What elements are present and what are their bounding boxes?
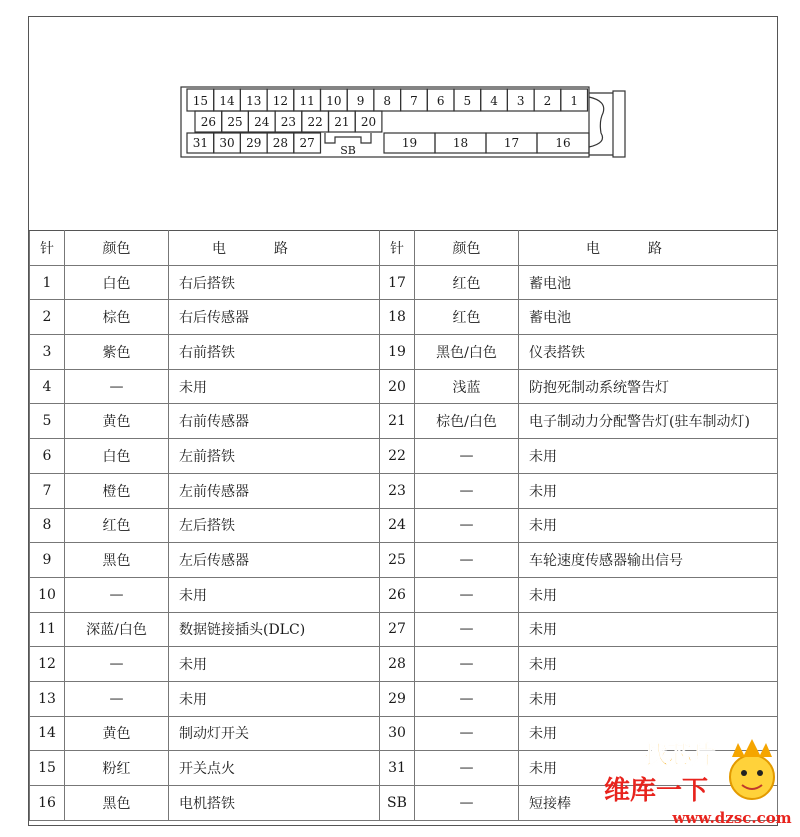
pin-cell-left: 2 [30, 300, 65, 335]
pin-number-label: 9 [356, 94, 365, 108]
header-pin-left: 针 [30, 231, 65, 266]
pin-cell-left: 14 [30, 716, 65, 751]
circuit-cell-left: 电机搭铁 [169, 786, 380, 821]
table-row [30, 439, 778, 474]
pin-number-label: 22 [307, 115, 323, 129]
pin-number-label: 30 [219, 136, 235, 150]
circuit-cell-left: 右后搭铁 [169, 265, 380, 300]
pin-number-label: 27 [299, 136, 315, 150]
circuit-cell-right: 未用 [519, 439, 778, 474]
pin-cell-right: 25 [380, 543, 415, 578]
circuit-cell-left: 左后搭铁 [169, 508, 380, 543]
connector-tab [613, 91, 625, 157]
circuit-cell-left: 未用 [169, 647, 380, 682]
color-cell-right: 棕色/白色 [415, 404, 519, 439]
circuit-cell-left: 左前搭铁 [169, 439, 380, 474]
pin-cell-right: 30 [380, 716, 415, 751]
pin-number-label: 18 [452, 136, 469, 150]
circuit-cell-left: 数据链接插头(DLC) [169, 612, 380, 647]
pin-cell-right: 26 [380, 577, 415, 612]
pin-cell-left: 10 [30, 577, 65, 612]
shorting-bar-key-icon [325, 133, 371, 143]
pin-number-label: 1 [570, 94, 578, 108]
pin-cell-right: 23 [380, 473, 415, 508]
pin-number-label: 12 [272, 94, 289, 108]
pin-number-label: 14 [219, 94, 235, 108]
pin-number-label: 31 [192, 136, 208, 150]
table-row [30, 335, 778, 370]
pin-number-label: 21 [334, 115, 350, 129]
header-color-right: 颜色 [415, 231, 519, 266]
color-cell-left: — [65, 647, 169, 682]
pin-number-label: 19 [401, 136, 418, 150]
table-header-row [30, 231, 778, 266]
watermark-top-text: 找芯片 [644, 740, 716, 769]
color-cell-right: 红色 [415, 300, 519, 335]
circuit-cell-right: 未用 [519, 716, 778, 751]
pin-cell-right: 18 [380, 300, 415, 335]
circuit-cell-right: 未用 [519, 577, 778, 612]
pin-cell-right: 27 [380, 612, 415, 647]
pin-cell-left: 9 [30, 543, 65, 578]
connector-diagram [29, 17, 776, 230]
pin-number-label: 24 [254, 115, 270, 129]
pin-number-label: 11 [299, 94, 315, 108]
pin-cell-left: 16 [30, 786, 65, 821]
circuit-cell-right: 车轮速度传感器输出信号 [519, 543, 778, 578]
circuit-cell-right: 未用 [519, 473, 778, 508]
pin-cell-right: 17 [380, 265, 415, 300]
circuit-cell-right: 短接棒 [519, 786, 778, 821]
pin-number-label: 25 [227, 115, 243, 129]
pin-cell-right: 29 [380, 681, 415, 716]
mascot-eye-icon [741, 770, 747, 776]
color-cell-left: 紫色 [65, 335, 169, 370]
color-cell-right: — [415, 647, 519, 682]
color-cell-left: 黄色 [65, 716, 169, 751]
circuit-cell-left: 左前传感器 [169, 473, 380, 508]
pin-cell-right: SB [380, 786, 415, 821]
color-cell-left: — [65, 369, 169, 404]
color-cell-left: 橙色 [65, 473, 169, 508]
header-circuit-left: 电路 [169, 231, 380, 266]
pin-cell-left: 12 [30, 647, 65, 682]
pin-number-label: 29 [246, 136, 262, 150]
circuit-cell-left: 开关点火 [169, 751, 380, 786]
pin-cell-left: 8 [30, 508, 65, 543]
pin-cell-left: 11 [30, 612, 65, 647]
pin-number-label: 26 [200, 115, 216, 129]
pin-cell-left: 13 [30, 681, 65, 716]
pin-cell-left: 7 [30, 473, 65, 508]
circuit-cell-left: 制动灯开关 [169, 716, 380, 751]
pin-cell-left: 4 [30, 369, 65, 404]
circuit-cell-left: 左后传感器 [169, 543, 380, 578]
circuit-cell-right: 蓄电池 [519, 265, 778, 300]
pin-cell-left: 6 [30, 439, 65, 474]
color-cell-left: 黄色 [65, 404, 169, 439]
circuit-cell-right: 蓄电池 [519, 300, 778, 335]
mascot-crown-icon [732, 739, 772, 757]
header-pin-right: 针 [380, 231, 415, 266]
color-cell-left: — [65, 681, 169, 716]
circuit-cell-right: 未用 [519, 612, 778, 647]
mascot-eye-icon [757, 770, 763, 776]
table-row [30, 473, 778, 508]
color-cell-left: 黑色 [65, 543, 169, 578]
header-circuit-right: 电路 [519, 231, 778, 266]
circuit-cell-left: 右后传感器 [169, 300, 380, 335]
circuit-cell-right: 防抱死制动系统警告灯 [519, 369, 778, 404]
pin-number-label: 20 [360, 115, 377, 129]
color-cell-left: 深蓝/白色 [65, 612, 169, 647]
circuit-cell-right: 电子制动力分配警告灯(驻车制动灯) [519, 404, 778, 439]
watermark-logo [592, 729, 792, 829]
pin-number-label: 15 [192, 94, 208, 108]
table-row [30, 647, 778, 682]
table-row [30, 265, 778, 300]
circuit-cell-left: 未用 [169, 369, 380, 404]
pin-number-label: 5 [463, 94, 472, 108]
pin-number-label: 2 [543, 94, 552, 108]
table-row [30, 681, 778, 716]
table-row [30, 508, 778, 543]
circuit-cell-left: 未用 [169, 681, 380, 716]
pin-number-label: 28 [272, 136, 289, 150]
color-cell-left: 白色 [65, 265, 169, 300]
pin-cell-left: 3 [30, 335, 65, 370]
circuit-cell-left: 右前搭铁 [169, 335, 380, 370]
color-cell-left: 黑色 [65, 786, 169, 821]
color-cell-right: 黑色/白色 [415, 335, 519, 370]
pin-cell-right: 31 [380, 751, 415, 786]
color-cell-right: — [415, 508, 519, 543]
color-cell-left: — [65, 577, 169, 612]
pin-cell-right: 28 [380, 647, 415, 682]
table-row [30, 404, 778, 439]
color-cell-right: — [415, 439, 519, 474]
circuit-cell-left: 右前传感器 [169, 404, 380, 439]
pin-cell-left: 1 [30, 265, 65, 300]
pin-cell-right: 20 [380, 369, 415, 404]
table-row [30, 369, 778, 404]
color-cell-right: — [415, 681, 519, 716]
pin-number-label: 13 [246, 94, 262, 108]
circuit-cell-right: 未用 [519, 508, 778, 543]
pin-cell-left: 5 [30, 404, 65, 439]
shorting-bar-label: SB [340, 144, 356, 157]
pin-number-label: 4 [490, 94, 498, 108]
circuit-cell-left: 未用 [169, 577, 380, 612]
color-cell-right: — [415, 716, 519, 751]
color-cell-right: — [415, 786, 519, 821]
color-cell-right: — [415, 751, 519, 786]
color-cell-left: 棕色 [65, 300, 169, 335]
pin-cell-left: 15 [30, 751, 65, 786]
table-row [30, 612, 778, 647]
table-row [30, 300, 778, 335]
pin-number-label: 17 [503, 136, 520, 150]
pin-number-label: 23 [280, 115, 297, 129]
color-cell-left: 粉红 [65, 751, 169, 786]
table-row [30, 543, 778, 578]
document-sheet [28, 16, 778, 826]
color-cell-right: — [415, 543, 519, 578]
connector-latch-icon [589, 97, 604, 147]
connector-diagram-area [29, 17, 776, 230]
table-row [30, 577, 778, 612]
circuit-cell-right: 仪表搭铁 [519, 335, 778, 370]
color-cell-right: — [415, 473, 519, 508]
pin-number-label: 6 [436, 94, 445, 108]
color-cell-left: 红色 [65, 508, 169, 543]
color-cell-right: 红色 [415, 265, 519, 300]
mascot-face-icon [730, 755, 774, 799]
color-cell-left: 白色 [65, 439, 169, 474]
header-color-left: 颜色 [65, 231, 169, 266]
pin-cell-right: 22 [380, 439, 415, 474]
watermark-bottom-text: 维库一下 [603, 776, 709, 806]
pin-number-label: 8 [383, 94, 392, 108]
circuit-cell-right: 未用 [519, 647, 778, 682]
circuit-cell-right: 未用 [519, 751, 778, 786]
pin-cell-right: 24 [380, 508, 415, 543]
pin-cell-right: 19 [380, 335, 415, 370]
watermark-url: www.dzsc.com [672, 809, 792, 827]
color-cell-right: — [415, 612, 519, 647]
circuit-cell-right: 未用 [519, 681, 778, 716]
color-cell-right: 浅蓝 [415, 369, 519, 404]
pin-number-label: 16 [555, 136, 571, 150]
pin-number-label: 3 [516, 94, 525, 108]
color-cell-right: — [415, 577, 519, 612]
pin-cell-right: 21 [380, 404, 415, 439]
pin-number-label: 7 [410, 94, 418, 108]
pin-number-label: 10 [326, 94, 342, 108]
